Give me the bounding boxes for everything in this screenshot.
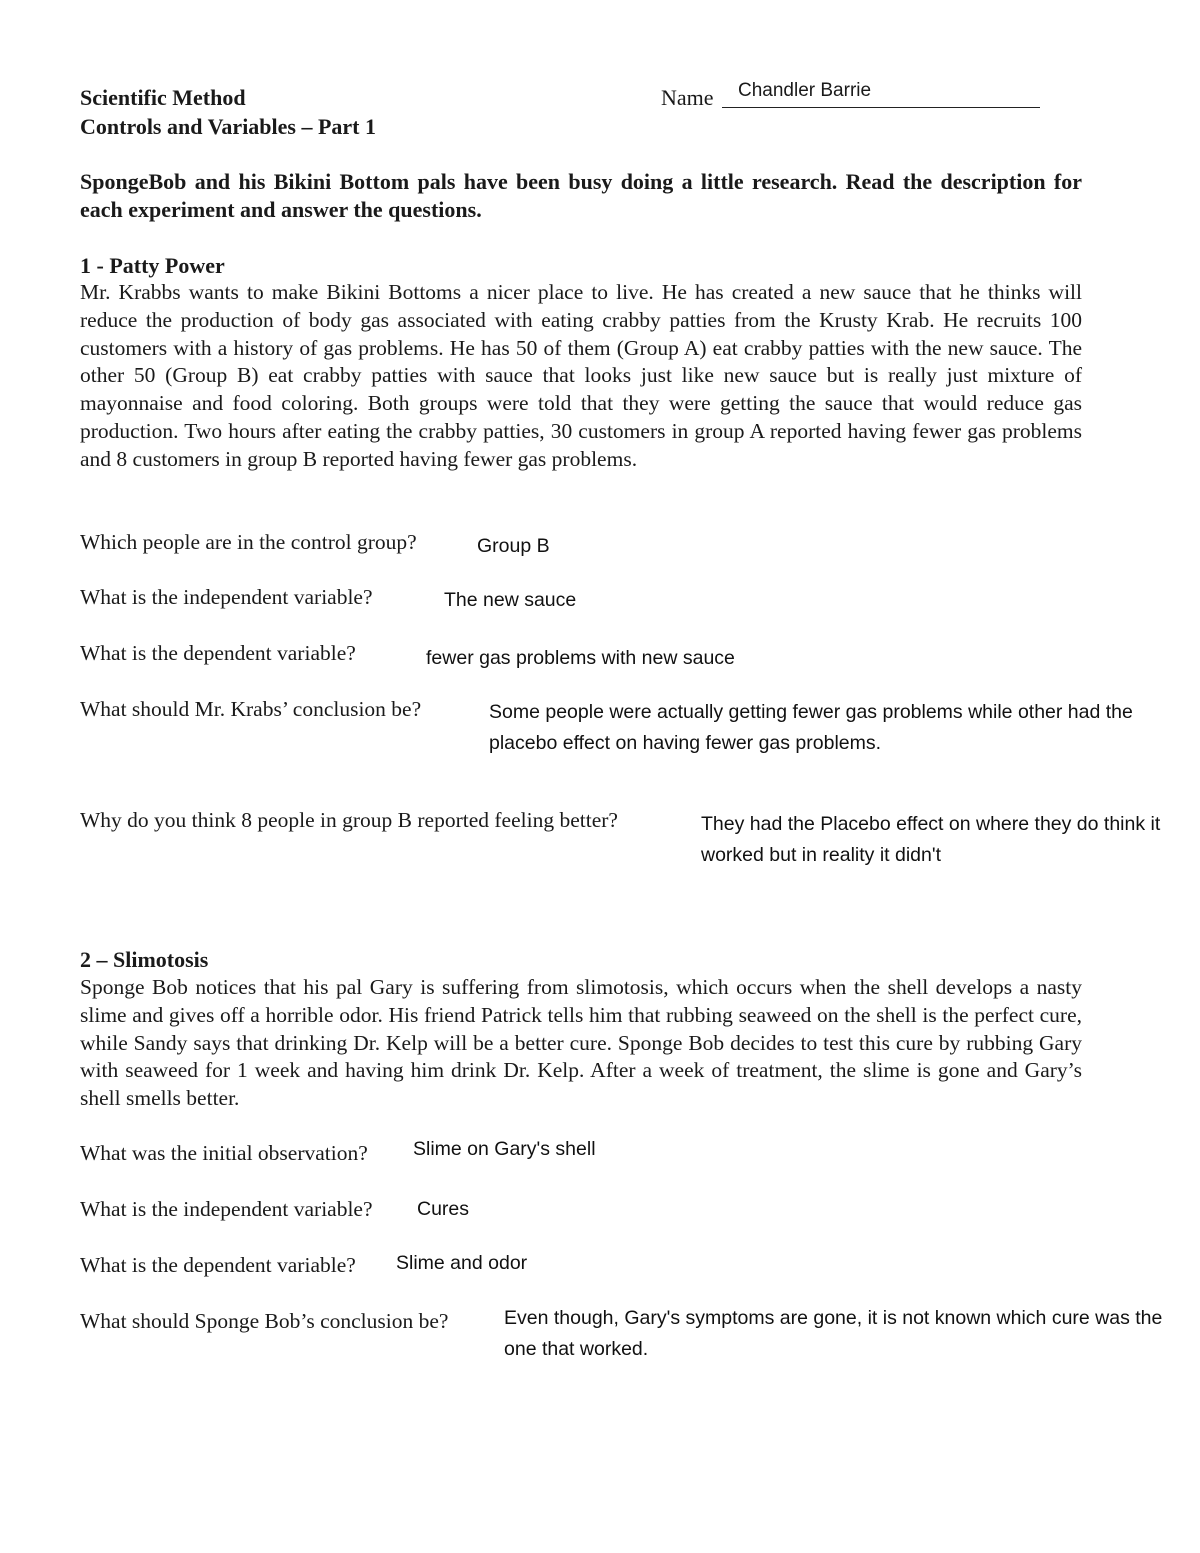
worksheet-subtitle: Controls and Variables – Part 1	[80, 114, 377, 139]
name-label: Name	[661, 85, 714, 110]
question-dependent-variable-2: What is the dependent variable?	[80, 1253, 356, 1277]
answer-group-b-better[interactable]: They had the Placebo effect on where they do think it worked but in reality it didn't	[701, 813, 1161, 866]
section-1-heading: 1 - Patty Power	[80, 253, 225, 278]
name-value: Chandler Barrie	[738, 80, 872, 101]
section-2-paragraph: Sponge Bob notices that his pal Gary is suffering from slimotosis, which occurs when the shell develops a nasty slime and gives off a horrible odor. His friend Patrick tells him that rubbing seaweed on the shell is the perfect cure, while Sandy says that drinking Dr. Kelp will be a better cure. Sponge Bob decides to test this cure by rubbing Gary with seaweed for 1 week and having him drink Dr. Kelp. After a week of treatment, the slime is gone and Gary’s shell smells better.	[80, 975, 1082, 1111]
answer-dependent-variable-2[interactable]: Slime and odor	[396, 1252, 528, 1274]
question-spongebob-conclusion: What should Sponge Bob’s conclusion be?	[80, 1309, 449, 1333]
question-dependent-variable: What is the dependent variable?	[80, 641, 356, 665]
question-group-b-better: Why do you think 8 people in group B reported feeling better?	[80, 808, 618, 832]
instructions: SpongeBob and his Bikini Bottom pals have been busy doing a little research. Read the description for each experiment and answer the questions.	[80, 169, 1082, 222]
worksheet-title: Scientific Method	[80, 85, 246, 110]
answer-spongebob-conclusion[interactable]: Even though, Gary's symptoms are gone, it is not known which cure was the one that worked.	[504, 1307, 1163, 1360]
section-2-heading: 2 – Slimotosis	[80, 947, 209, 972]
answer-control-group[interactable]: Group B	[477, 535, 550, 557]
question-independent-variable: What is the independent variable?	[80, 585, 373, 609]
answer-independent-variable-2[interactable]: Cures	[417, 1198, 470, 1220]
question-independent-variable-2: What is the independent variable?	[80, 1197, 373, 1221]
answer-initial-observation[interactable]: Slime on Gary's shell	[413, 1138, 596, 1160]
question-initial-observation: What was the initial observation?	[80, 1141, 368, 1165]
answer-dependent-variable[interactable]: fewer gas problems with new sauce	[426, 647, 735, 669]
section-1-paragraph: Mr. Krabbs wants to make Bikini Bottoms a nicer place to live. He has created a new sauce that he thinks will reduce the production of body gas associated with eating crabby patties from the Krusty Krab. He recruits 100 customers with a history of gas problems. He has 50 of them (Group A) eat crabby patties with the new sauce. The other 50 (Group B) eat crabby patties with sauce that looks just like new sauce but is really just mixture of mayonnaise and food coloring. Both groups were told that they were getting the sauce that would reduce gas production. Two hours after eating the crabby patties, 30 customers in group A reported having fewer gas problems and 8 customers in group B reported having fewer gas problems.	[80, 280, 1082, 471]
question-control-group: Which people are in the control group?	[80, 530, 417, 554]
answer-independent-variable[interactable]: The new sauce	[444, 589, 577, 611]
answer-krabs-conclusion[interactable]: Some people were actually getting fewer gas problems while other had the placebo effect on having fewer gas problems.	[489, 701, 1133, 754]
question-krabs-conclusion: What should Mr. Krabs’ conclusion be?	[80, 697, 422, 721]
